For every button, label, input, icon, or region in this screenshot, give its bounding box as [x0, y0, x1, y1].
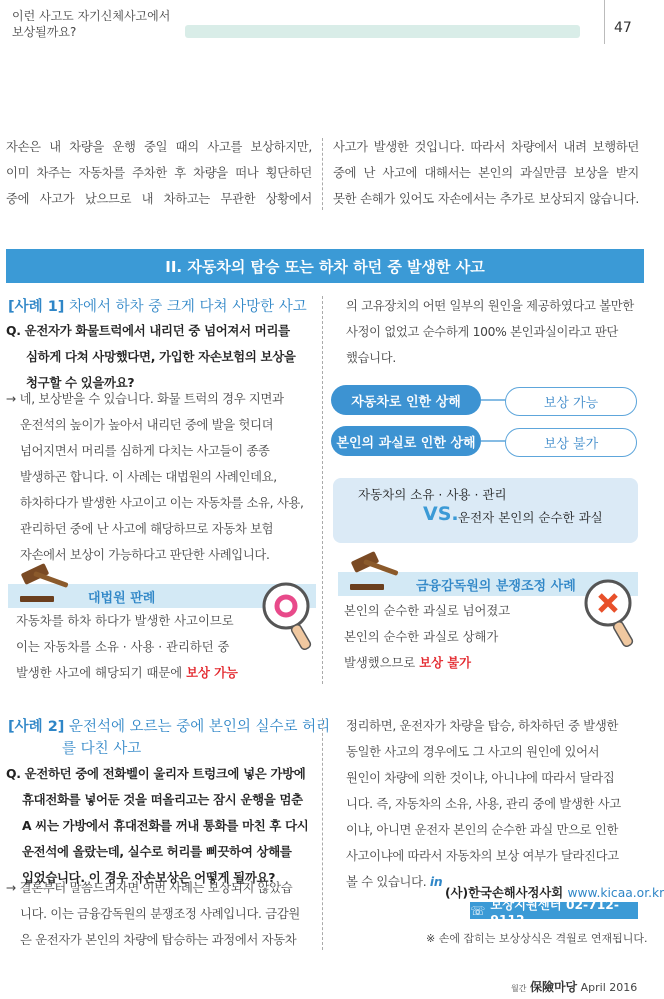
case1-title-text: 차에서 하차 중 크게 다쳐 사망한 사고	[69, 299, 307, 315]
cause-pill-vehicle: 자동차로 인한 상해	[331, 385, 481, 415]
column-divider	[322, 138, 323, 210]
intro-left-column	[6, 134, 312, 212]
case2-right-line: 볼 수 있습니다.	[346, 875, 427, 889]
case2-answer	[6, 875, 316, 953]
case2-right-line: 원인이 차량에 의한 것이냐, 아니냐에 따라서 달라집	[346, 771, 615, 785]
case2-answer-line: → 결론부터 말씀드리자면 이번 사례는 보상되지 않았습	[6, 881, 293, 895]
association-name: (사)한국손해사정사회	[445, 886, 564, 900]
gavel-icon	[16, 560, 84, 606]
cause-pill-fault: 본인의 과실로 인한 상해	[331, 426, 481, 456]
case1-answer-line: 하차하다가 발생한 사고이고 이는 자동차를 소유, 사용,	[20, 496, 304, 510]
result-pill-impossible: 보상 불가	[505, 428, 637, 457]
ruling-line: 자동차를 하차 하다가 발생한 사고이므로	[16, 614, 234, 628]
case2-title	[8, 716, 330, 738]
case2-question-line: A 씨는 가방에서 휴대전화를 꺼내 통화를 마친 후 다시	[22, 818, 309, 833]
end-mark-icon: in	[429, 875, 443, 889]
case2-question-line: 입었습니다. 이 경우 자손보상은 어떻게 될까요?	[22, 870, 276, 885]
case2-title-cont: 를 다친 사고	[62, 741, 142, 757]
vs-comparison-box	[333, 478, 638, 543]
running-header-title	[12, 8, 170, 40]
header-decor-bar	[185, 25, 580, 38]
section-heading: II. 자동차의 탑승 또는 하차 하던 중 발생한 사고	[6, 249, 644, 283]
phone-icon: ☏	[470, 903, 486, 918]
case2-right-line: 사고이냐에 따라서 자동차의 보상 여부가 달라진다고	[346, 849, 619, 863]
vs-line-2: 운전자 본인의 순수한 과실	[458, 510, 603, 525]
case2-question-line: 운전석에 올랐는데, 실수로 허리를 삐끗하여 상해를	[22, 844, 292, 859]
magazine-name: 保險마당	[529, 980, 578, 994]
ruling-line-prefix: 발생한 사고에 해당되기 때문에	[16, 666, 183, 680]
issue-date: April 2016	[580, 981, 638, 994]
supreme-court-ruling-heading-text: 대법원 판례	[88, 590, 156, 606]
case2-right-line: 이냐, 아니면 운전자 본인의 순수한 과실 만으로 인한	[346, 823, 619, 837]
case2-answer-line: 은 운전자가 본인의 차량에 탑승하는 과정에서 자동차	[20, 933, 297, 947]
result-pill-possible: 보상 가능	[505, 387, 637, 416]
case1-right-line: 의 고유장치의 어떤 일부의 원인을 제공하였다고 볼만한	[346, 299, 634, 313]
intro-left-line: 자손은 내 차량을 운행 중일 때의 사고를 보상하지만,	[6, 140, 312, 154]
ruling-line: 본인의 순수한 과실로 상해가	[344, 630, 499, 644]
case1-answer-line: 자손에서 보상이 가능하다고 판단한 사례입니다.	[20, 548, 270, 562]
case1-question-line: Q. 운전자가 화물트럭에서 내리던 중 넘어져서 머리를	[6, 323, 290, 338]
intro-right-line: 못한 손해가 있어도 자손에서는 추가로 보상되지 않습니다.	[333, 192, 639, 206]
magnifier-circle-icon	[258, 578, 322, 660]
ruling-line: 본인의 순수한 과실로 넘어졌고	[344, 604, 511, 618]
case1-answer-line: 관리하던 중에 난 사고에 해당하므로 자동차 보험	[20, 522, 274, 536]
magnifier-cross-icon	[580, 575, 644, 659]
case2-right-text	[346, 713, 646, 895]
column-divider	[322, 718, 323, 950]
case1-answer-line: 발생하곤 합니다. 이 사례는 대법원의 사례인데요,	[20, 470, 277, 484]
header-divider	[604, 0, 605, 44]
vs-label: VS.	[423, 503, 459, 525]
fss-dispute-heading-text: 금융감독원의 분쟁조정 사례	[416, 578, 576, 594]
case2-right-line: 정리하면, 운전자가 차량을 탑승, 하차하던 중 발생한	[346, 719, 619, 733]
vs-line-1: 자동차의 소유 · 사용 · 관리	[358, 487, 507, 502]
case1-bracket: [사례 1]	[8, 299, 65, 315]
case1-right-line: 했습니다.	[346, 351, 396, 365]
case2-right-line: 동일한 사고의 경우에도 그 사고의 원인에 있어서	[346, 745, 600, 759]
column-divider	[322, 296, 323, 684]
series-note: ※ 손에 잡히는 보상상식은 격월로 연재됩니다.	[426, 932, 648, 945]
case2-bracket: [사례 2]	[8, 719, 65, 735]
intro-right-column	[333, 134, 639, 212]
case1-answer-line: 넘어지면서 머리를 심하게 다치는 사고들이 종종	[20, 444, 270, 458]
intro-right-line: 사고가 발생한 것입니다. 따라서 차량에서 내려 보행하던	[333, 140, 639, 154]
footer-label: 월간	[511, 984, 527, 993]
case1-question	[6, 318, 316, 396]
case1-question-line: 청구할 수 있을까요?	[26, 375, 135, 390]
running-header-line-2: 보상될까요?	[12, 25, 77, 39]
page-number: 47	[614, 20, 632, 36]
footer	[511, 978, 637, 995]
gavel-icon	[346, 548, 414, 594]
ruling-highlight: 보상 불가	[419, 656, 471, 670]
ruling-highlight: 보상 가능	[186, 666, 238, 680]
running-header-line-1: 이런 사고도 자기신체사고에서	[12, 9, 171, 23]
case2-question-line: Q. 운전하던 중에 전화벨이 울리자 트렁크에 넣은 가방에	[6, 766, 306, 781]
case1-right-line: 사정이 없었고 순수하게 100% 본인과실이라고 판단	[346, 325, 618, 339]
ruling-line-last	[16, 660, 316, 686]
case2-answer-line: 니다. 이는 금융감독원의 분쟁조정 사례입니다. 금감원	[20, 907, 300, 921]
case1-answer-line: → 네, 보상받을 수 있습니다. 화물 트럭의 경우 지면과	[6, 392, 284, 406]
case1-answer	[6, 386, 316, 568]
case1-answer-line: 운전석의 높이가 높아서 내리던 중에 발을 헛디뎌	[20, 418, 274, 432]
support-center-box	[470, 897, 638, 927]
case1-title	[8, 296, 307, 318]
case2-title-text: 운전석에 오르는 중에 본인의 실수로 허리	[69, 719, 331, 735]
case2-question-line: 휴대전화를 넣어둔 것을 떠올리고는 잠시 운행을 멈춘	[22, 792, 303, 807]
case2-right-line: 니다. 즉, 자동차의 소유, 사용, 관리 중에 발생한 사고	[346, 797, 621, 811]
case1-question-line: 심하게 다쳐 사망했다면, 가입한 자손보험의 보상을	[26, 349, 296, 364]
case2-question	[6, 761, 316, 891]
case1-right-text	[346, 293, 646, 371]
intro-left-line: 이미 차주는 자동차를 주차한 후 차량을 떠나 횡단하던	[6, 166, 312, 180]
ruling-line: 이는 자동차를 소유 · 사용 · 관리하던 중	[16, 640, 230, 654]
intro-left-line: 중에 사고가 났으므로 내 차하고는 무관한 상황에서	[6, 192, 312, 206]
association-url[interactable]: www.kicaa.or.kr	[567, 886, 664, 900]
ruling-line-prefix: 발생했으므로	[344, 656, 416, 670]
support-center-text: 보상지원센터 02-712-9112	[490, 897, 619, 927]
intro-right-line: 중에 난 사고에 대해서는 본인의 과실만큼 보상을 받지	[333, 166, 639, 180]
